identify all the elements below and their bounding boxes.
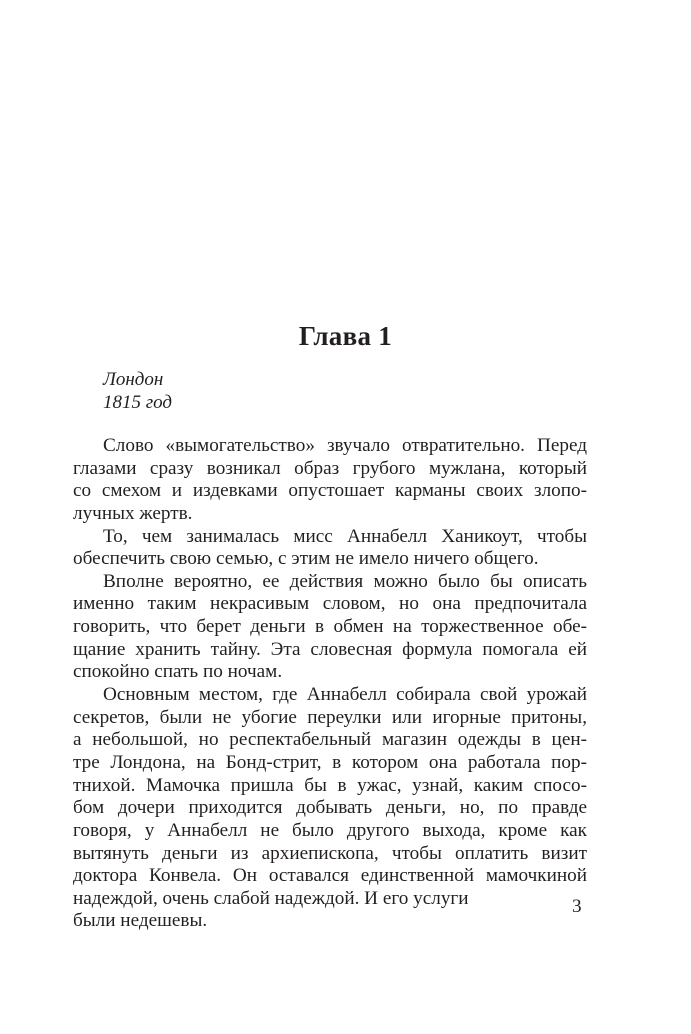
epigraph-place: Лондон bbox=[103, 369, 164, 390]
text-line: бом дочери приходится добывать деньги, но, по правде bbox=[73, 797, 587, 819]
text-line: со смехом и издевками опустошает карманы своих злопо- bbox=[73, 480, 587, 502]
text-line: Вполне вероятно, ее действия можно было бы описать bbox=[103, 570, 587, 592]
text-line: тре Лондона, на Бонд-стрит, в котором она работала пор- bbox=[73, 751, 587, 773]
text-line: а небольшой, но респектабельный магазин одежды в цен- bbox=[73, 729, 587, 751]
text-line: именно таким некрасивым словом, но она предпочитала bbox=[73, 593, 587, 615]
text-line: спокойно спать по ночам. bbox=[73, 661, 283, 683]
epigraph-year: 1815 год bbox=[103, 391, 173, 413]
text-line: То, чем занималась мисс Аннабелл Ханикоут, чтобы bbox=[103, 525, 587, 547]
text-line: Основным местом, где Аннабелл собирала свой урожай bbox=[103, 684, 587, 706]
text-line: щание хранить тайну. Эта словесная формула помогала ей bbox=[73, 638, 587, 660]
text-line: надеждой, очень слабой надеждой. И его услуги bbox=[73, 887, 469, 909]
chapter-title: Глава 1 bbox=[298, 321, 393, 351]
text-line: говорить, что берет деньги в обмен на торжественное обе- bbox=[73, 616, 587, 638]
text-line: были недешевы. bbox=[73, 910, 208, 932]
text-line: лучных жертв. bbox=[73, 502, 193, 524]
chapter-epigraph bbox=[103, 369, 172, 414]
text-line: обеспечить свою семью, с этим не имело ничего общего. bbox=[73, 548, 539, 570]
chapter-body-text bbox=[73, 435, 587, 933]
text-line: говоря, у Аннабелл не было другого выхода, кроме как bbox=[73, 819, 587, 841]
text-line: доктора Конвела. Он оставался единственной мамочкиной bbox=[73, 865, 587, 887]
text-line: глазами сразу возникал образ грубого мужлана, который bbox=[73, 457, 587, 479]
text-line: тнихой. Мамочка пришла бы в ужас, узнай, каким спосо- bbox=[73, 774, 587, 796]
text-line: вытянуть деньги из архиепископа, чтобы оплатить визит bbox=[73, 842, 587, 864]
page-number: 3 bbox=[572, 896, 582, 917]
text-line: Слово «вымогательство» звучало отвратительно. Перед bbox=[103, 435, 587, 456]
text-line: секретов, были не убогие переулки или игорные притоны, bbox=[73, 706, 587, 728]
